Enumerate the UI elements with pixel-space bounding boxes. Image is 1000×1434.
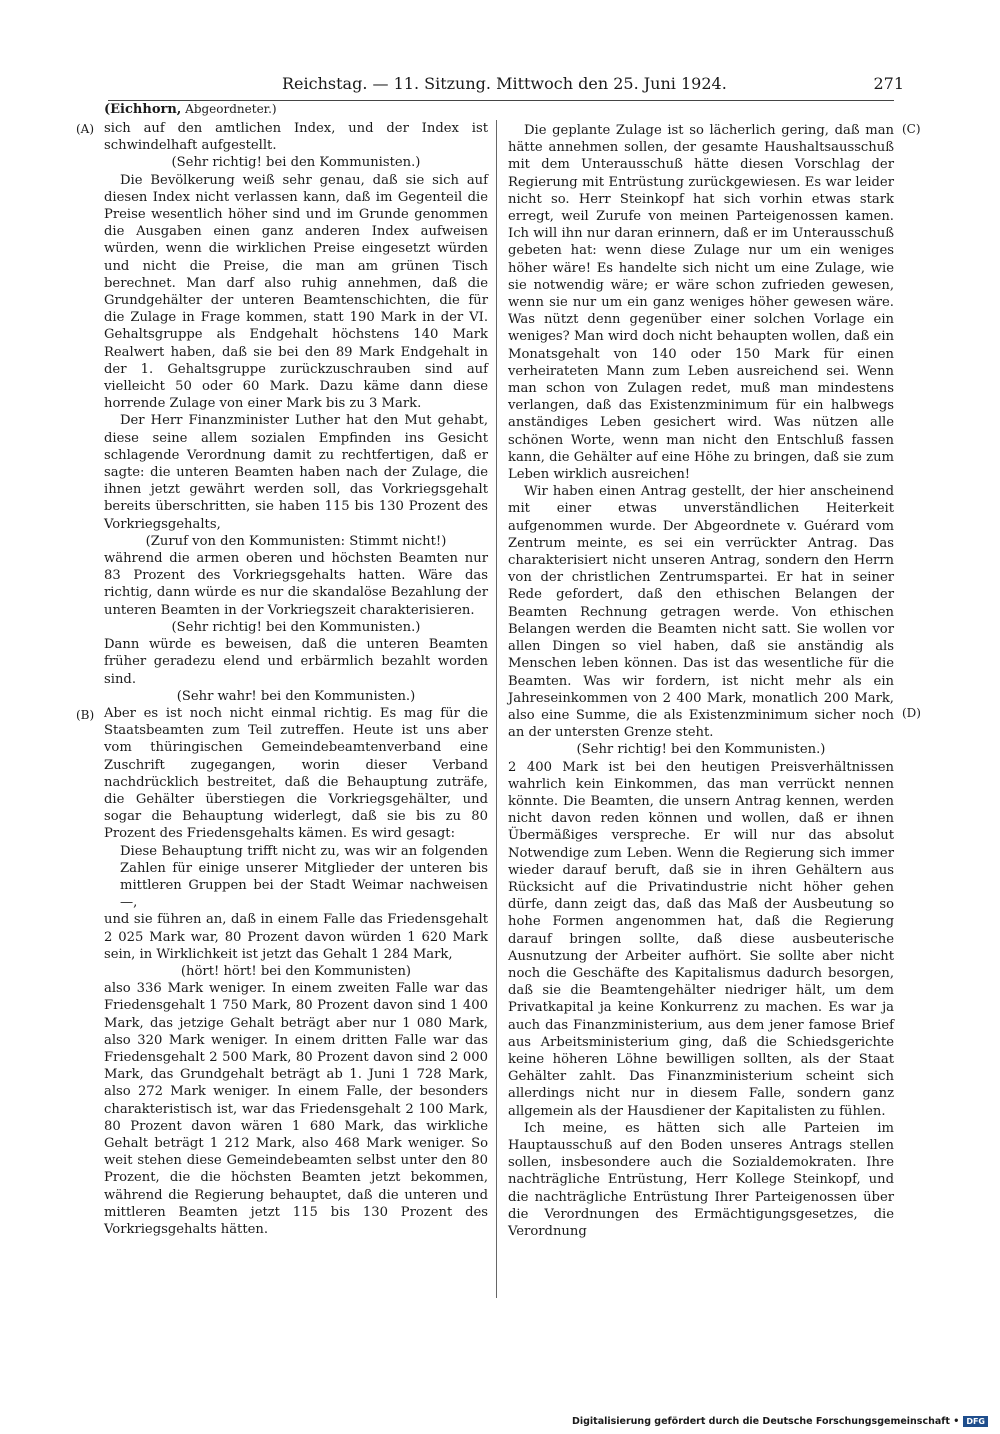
interjection: (Zuruf von den Kommunisten: Stimmt nicht!): [145, 533, 447, 549]
footer-credit: [572, 1416, 988, 1427]
speaker-role: Abgeordneter.): [185, 102, 277, 116]
paragraph: Die geplante Zulage ist so lächerlich gering, daß man hätte annehmen sollen, der gesamte Haushaltsausschuß mit dem Unterausschuß hätte diesen Vorschlag der Regierung mit Entrüstung zurückgewiesen. Es war leider nicht so. Herr Steinkopf hat sich vorhin etwas stark erregt, weil Zurufe von meinen Parteigenossen kamen. Ich will ihn nur daran erinnern, daß er im Unterausschuß gebeten hat: wenn diese Zulage nur um ein weniges höher wäre! Es handelte sich nicht um eine Zulage, wie sie notwendig wäre; er wäre schon zufrieden gewesen, wenn sie nur um ein ganz weniges höher gewesen wäre. Was nützt denn gegenüber einer solchen Vorlage ein weniges? Man wird doch nicht behaupten wollen, daß ein Monatsgehalt von 140 oder 150 Mark für einen verheirateten Mann zum Leben ausreichend sei. Wenn man schon von Zulagen redet, muß man mindestens verlangen, daß das Existenzminimum für ein halbwegs anständiges Leben gesichert wird. Was nützen alle schönen Worte, wenn man nicht den Entschluß fassen kann, die Gehälter auf eine Höhe zu bringen, daß sie zum Leben wirklich ausreichen!: [508, 123, 894, 483]
page-header: [0, 74, 1000, 98]
page-number: 271: [873, 74, 904, 93]
paragraph: Die Bevölkerung weiß sehr genau, daß sie sich auf diesen Index nicht verlassen kann, daß im Gegenteil die Preise wesentlich höher sind und im Grunde genommen die Ausgaben einen ganz anderen Index aufweisen würden, wenn die wirklichen Preise eingesetzt würden und nicht die Preise, die man am grünen Tisch berechnet. Man darf also ruhig annehmen, daß die Grundgehälter der unteren Beamtenschichten, die für die Zulage in Frage kommen, statt 190 Mark in der VI. Gehaltsgruppe als Endgehalt höchstens 140 Mark Realwert haben, daß sie bei den 89 Mark Endgehalt in der 1. Gehaltsgruppe zurückzuschrauben sind auf vielleicht 50 oder 60 Mark. Dazu käme dann diese horrende Zulage von einer Mark bis zu 3 Mark.: [104, 172, 488, 412]
margin-marker-a: (A): [76, 122, 95, 136]
paragraph: während die armen oberen und höchsten Beamten nur 83 Prozent des Vorkriegsgehalts hatten. Wäre das richtig, dann würde es nur die skandalöse Bezahlung der unteren Beamten in der Vorkriegszeit charakterisieren.: [104, 551, 488, 618]
footer-text: Digitalisierung gefördert durch die Deutsche Forschungsgemeinschaft •: [571, 1416, 960, 1427]
right-column: [508, 122, 894, 1240]
margin-marker-d: (D): [902, 706, 921, 720]
paragraph: sich auf den amtlichen Index, und der Index ist schwindelhaft aufgestellt.: [104, 121, 488, 154]
paragraph: und sie führen an, daß in einem Falle das Friedensgehalt 2 025 Mark war, 80 Prozent davon würden 1 620 Mark sein, in Wirklichkeit ist jetzt das Gehalt 1 284 Mark,: [104, 912, 488, 962]
paragraph: also 336 Mark weniger. In einem zweiten Falle war das Friedensgehalt 1 750 Mark, 80 Prozent davon sind 1 400 Mark, das jetzige Gehalt beträgt aber nur 1 080 Mark, also 320 Mark weniger. In einem dritten Falle war das Friedensgehalt 2 500 Mark, 80 Prozent davon sind 2 000 Mark, das Grundgehalt beträgt ab 1. Juni 1 728 Mark, also 272 Mark weniger. In einem Falle, der besonders charakteristisch ist, war das Friedensgehalt 2 100 Mark, 80 Prozent davon wären 1 680 Mark, das wirkliche Gehalt beträgt 1 212 Mark, also 468 Mark weniger. So weit stehen diese Gemeindebeamten selbst unter den 80 Prozent, die die höchsten Beamten jetzt bekommen, während die Regierung behauptet, daß die unteren und mittleren Beamten jetzt 115 bis 130 Prozent des Vorkriegsgehalts hätten.: [104, 981, 488, 1237]
margin-marker-c: (C): [902, 122, 921, 136]
column-divider: [496, 120, 497, 1298]
interjection: (hört! hört! bei den Kommunisten): [180, 963, 412, 979]
dfg-logo: DFG: [963, 1416, 988, 1427]
paragraph: Dann würde es beweisen, daß die unteren Beamten früher geradezu elend und erbärmlich bezahlt worden sind.: [104, 637, 488, 687]
interjection: (Sehr richtig! bei den Kommunisten.): [576, 742, 826, 758]
interjection: (Sehr richtig! bei den Kommunisten.): [171, 619, 421, 635]
margin-marker-b: (B): [76, 708, 95, 722]
paragraph: 2 400 Mark ist bei den heutigen Preisverhältnissen wahrlich kein Einkommen, das man verrückt nennen könnte. Die Beamten, die unsern Antrag kennen, werden nicht davon reden können und wollen, daß er ihnen Übermäßiges verspreche. Er will nur das absolut Notwendige zum Leben. Wenn die Regierung sich immer wieder darauf beruft, daß sie in ihren Gehältern aus Rücksicht auf die Privatindustrie nicht höher gehen dürfe, dann zeigt das, daß das Maß der Ausbeutung so hohe Formen angenommen hat, daß die Regierung darauf bringen sollte, daß diese ausbeuterische Ausnutzung der Arbeiter aufhört. Sie sollte aber nicht noch die Geschäfte des Kapitalismus dadurch besorgen, daß sie die Beamtengehälter niedriger hält, um dem Privatkapital ja keine Konkurrenz zu machen. Es war ja auch das Finanzministerium, aus dem jener famose Brief aus Arbeitsministerium ging, daß die Schiedsgerichte keine höheren Löhne bewilligen sollten, als der Staat Gehälter zahlt. Das Finanzministerium scheint sich allerdings nicht nur in diesem Falle, sondern ganz allgemein als der Hausdiener der Kapitalisten zu fühlen.: [508, 759, 894, 1119]
running-title: Reichstag. — 11. Sitzung. Mittwoch den 25. Juni 1924.: [282, 74, 727, 93]
left-column: [104, 120, 488, 1238]
speaker-name: (Eichhorn,: [104, 102, 182, 117]
paragraph: Der Herr Finanzminister Luther hat den Mut gehabt, diese seine allem sozialen Empfinden ins Gesicht schlagende Verordnung damit zu rechtfertigen, daß er sagte: die unteren Beamten haben nach der Zulage, die ihnen jetzt gewährt werden soll, das Vorkriegsgehalt bereits überschritten, sie haben 115 bis 130 Prozent des Vorkriegsgehalts,: [104, 413, 488, 532]
interjection: (Sehr richtig! bei den Kommunisten.): [171, 155, 421, 171]
paragraph: Aber es ist noch nicht einmal richtig. Es mag für die Staatsbeamten zum Teil zutreffen. Heute ist uns aber vom thüringischen Gemeindebeamtenverband eine Zuschrift zugegangen, worin dieser Verband nachdrücklich bestreitet, daß die Behauptung zuträfe, die Gehälter überstiegen die Vorkriegsgehälter, und sogar die Behauptung widerlegt, daß sie bis zu 80 Prozent des Friedensgehalts kämen. Es wird gesagt:: [104, 705, 488, 842]
speaker-note: [104, 102, 277, 117]
header-rule: [108, 100, 894, 101]
quotation: Diese Behauptung trifft nicht zu, was wir an folgenden Zahlen für einige unserer Mitglieder der unteren bis mittleren Gruppen bei der Stadt Weimar nachweisen —,: [120, 843, 488, 911]
paragraph: Ich meine, es hätten sich alle Parteien im Hauptausschuß auf den Boden unseres Antrags stellen sollen, insbesondere auch die Sozialdemokraten. Ihre nachträgliche Entrüstung, Herr Kollege Steinkopf, und die nachträgliche Entrüstung Ihrer Parteigenossen über die Verordnungen des Ermächtigungsgesetzes, die Verordnung: [508, 1120, 894, 1239]
interjection: (Sehr wahr! bei den Kommunisten.): [176, 688, 416, 704]
paragraph: Wir haben einen Antrag gestellt, der hier anscheinend mit einer etwas unverständlichen Heiterkeit aufgenommen wurde. Der Abgeordnete v. Guérard vom Zentrum meinte, es sei ein verrückter Antrag. Das charakterisiert nicht unseren Antrag, sondern den Herrn von der christlichen Zentrumspartei. Er hat in seiner Rede gefordert, daß den ethischen Belangen der Beamten Rechnung getragen werde. Von ethischen Belangen werden die Beamten nicht satt. Sie wollen vor allen Dingen so viel haben, daß sie anständig als Menschen leben können. Das ist das wesentliche für die Beamten. Was wir fordern, ist nicht mehr als ein Jahreseinkommen von 2 400 Mark, monatlich 200 Mark, also eine Summe, die als Existenzminimum sicher noch an der untersten Grenze steht.: [508, 484, 894, 741]
